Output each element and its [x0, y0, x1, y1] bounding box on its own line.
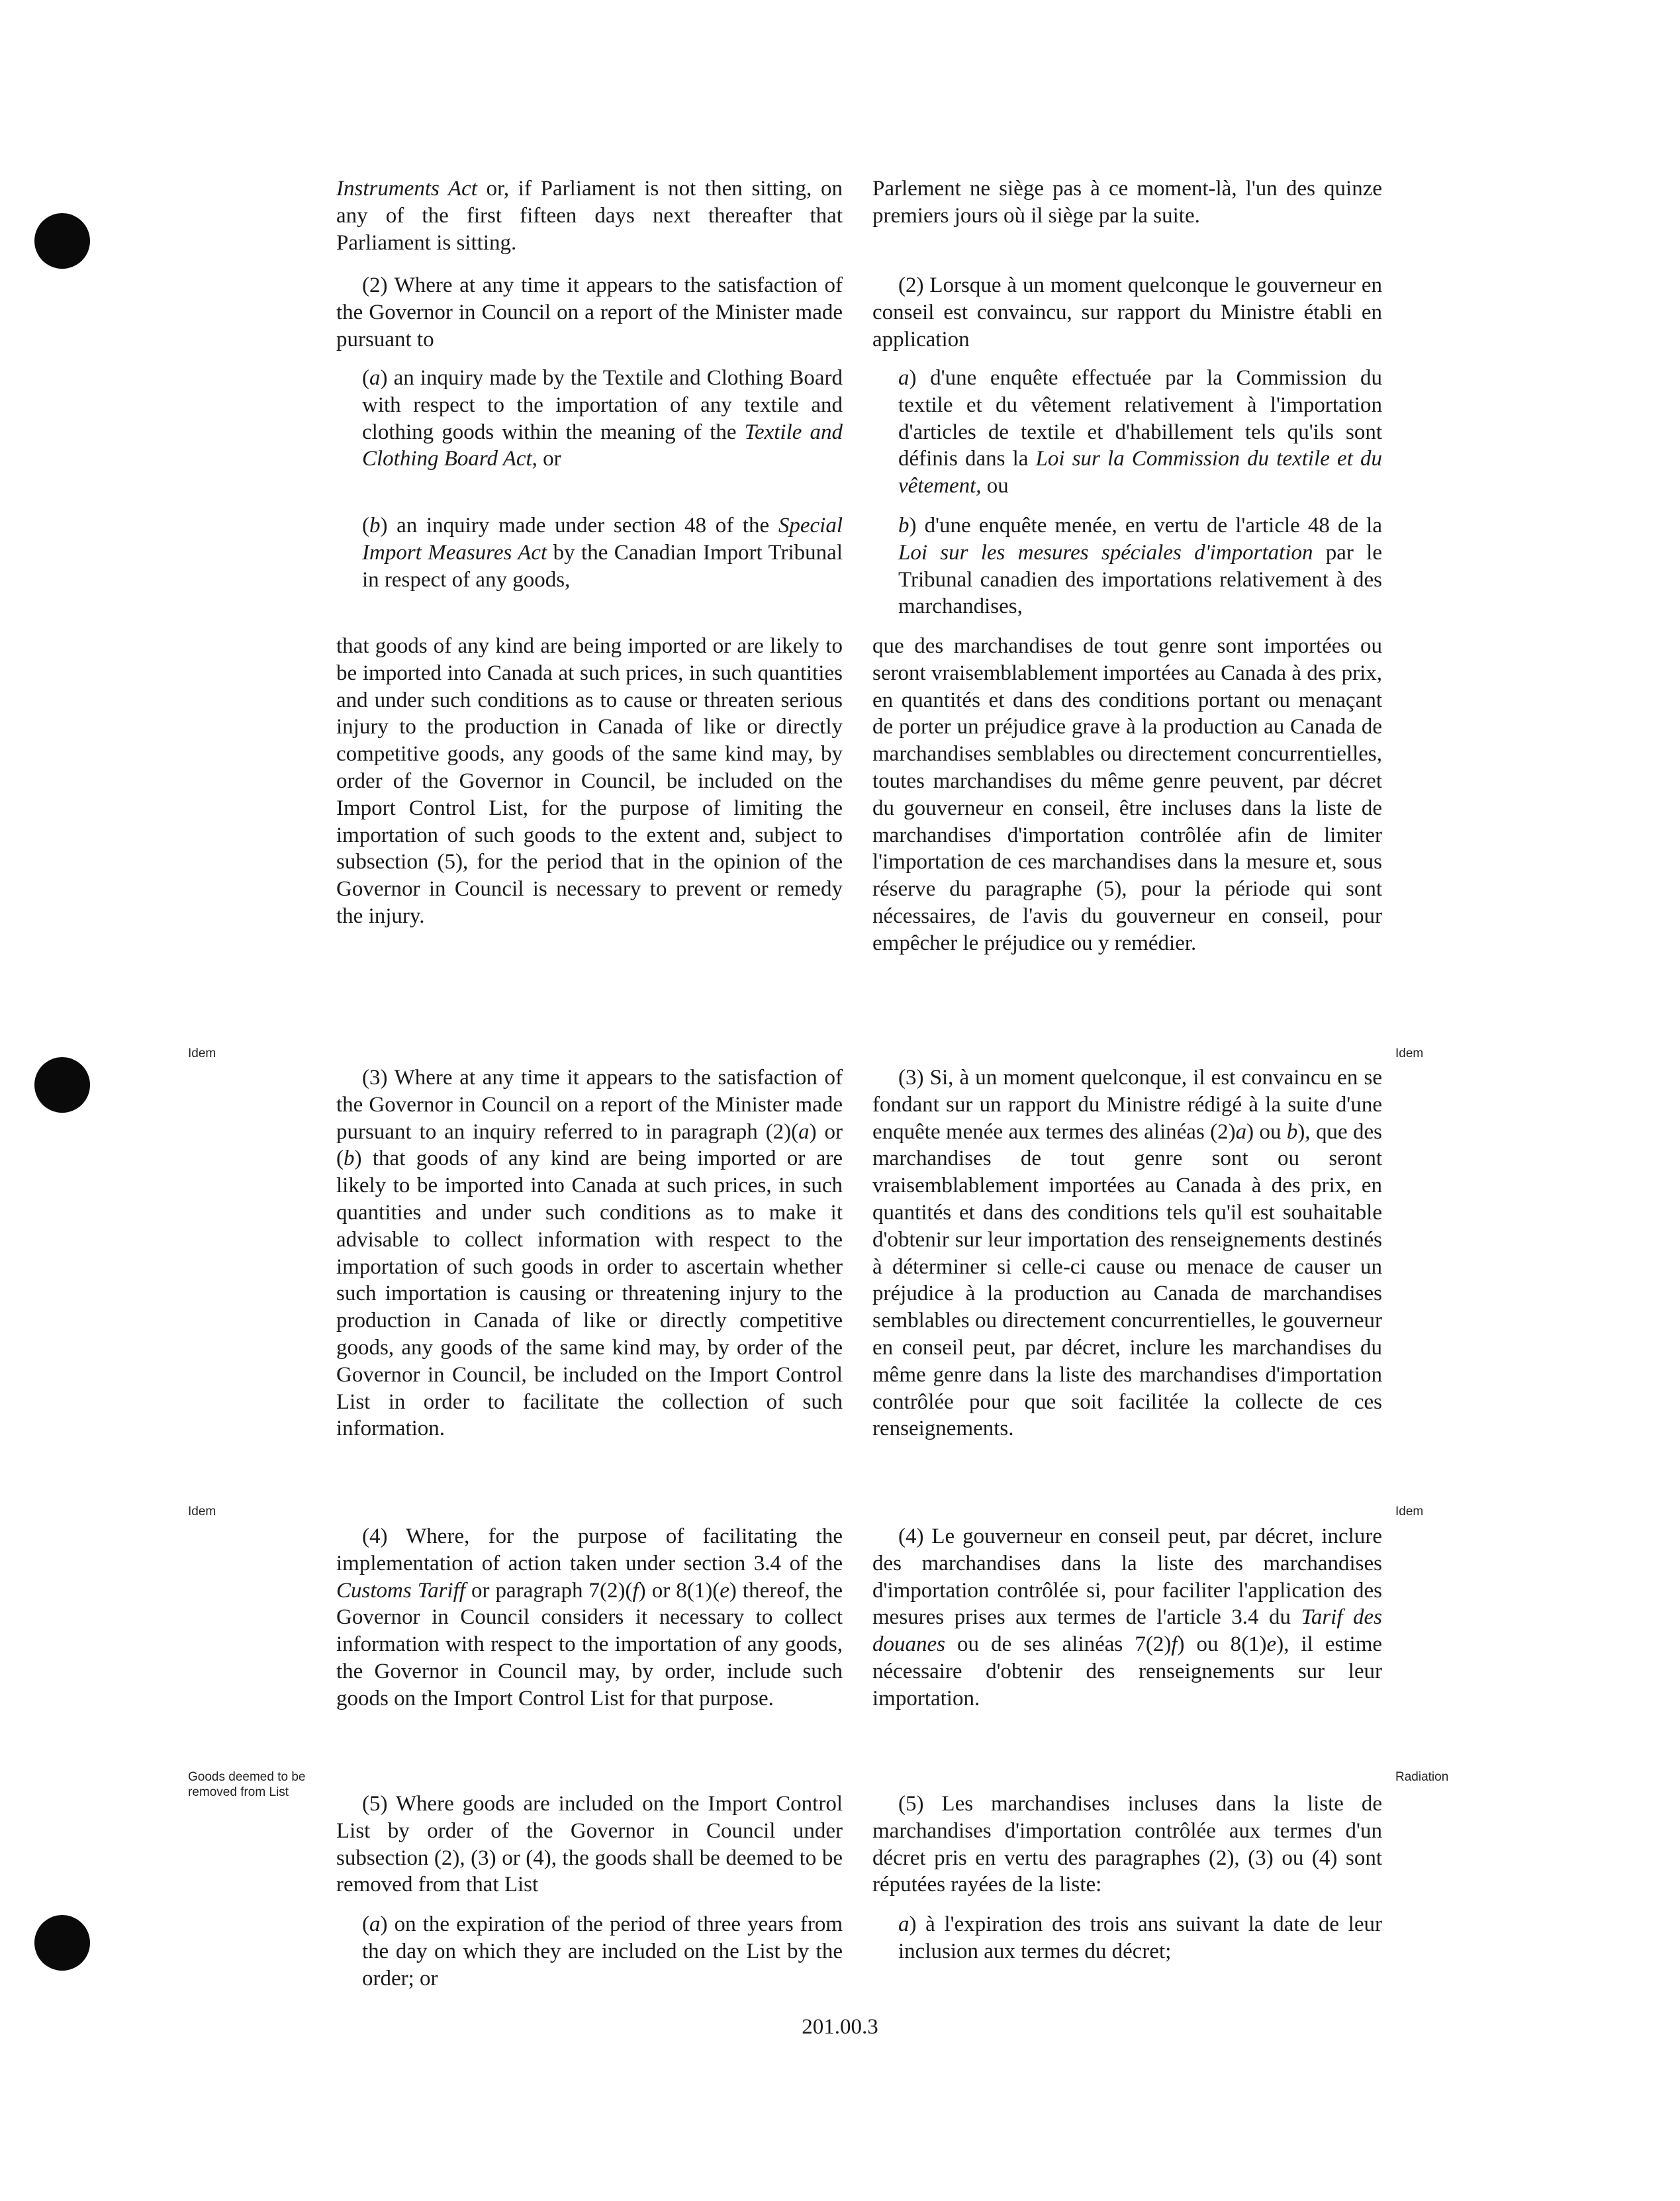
binder-hole-middle — [34, 1057, 90, 1113]
en-subsection-5: (5) Where goods are included on the Import Control List by order of the Governor in Council under subsection (2), (3) or (4), the goods shall be deemed to be removed from that List — [336, 1792, 843, 1897]
en-subsection-3: (3) Where at any time it appears to the satisfaction of the Governor in Council on a report of the Minister made pursuant to an inquiry referred to in paragraph (2)(a) or (b) that goods of any kind are being imported or are likely to be imported into Canada at such prices, in such quantities and under such conditions as to make it advisable to collect information with respect to the importation of such goods in order to ascertain whether such importation is causing or threatening injury to the production in Canada of like or directly competitive goods, any goods of the same kind may, by order of the Governor in Council, be included on the Import Control List in order to facilitate the collection of such information. — [336, 1066, 843, 1441]
fr-subsection-2-intro: (2) Lorsque à un moment quelconque le gouverneur en conseil est convaincu, sur rapport du Ministre établi en application — [872, 273, 1382, 351]
margin-note-goods-deemed-left: Goods deemed to be removed from List — [188, 1770, 306, 1799]
fr-paragraph-2b: b) d'une enquête menée, en vertu de l'article 48 de la Loi sur les mesures spéciales d'importation par le Tribunal canadien des importations relativement à des marchandises, — [898, 514, 1382, 619]
en-paragraph-5a: (a) on the expiration of the period of three years from the day on which they are included on the List by the order; or — [362, 1912, 843, 1990]
page-number: 201.00.3 — [802, 2015, 878, 2039]
en-continuation-paragraph: Instruments Act or, if Parliament is not then sitting, on any of the first fifteen days next thereafter that Parliament is sitting. — [336, 177, 843, 255]
margin-note-radiation-right: Radiation — [1395, 1770, 1449, 1784]
fr-continuation-paragraph: Parlement ne siège pas à ce moment-là, l'un des quinze premiers jours où il siège par la suite. — [872, 177, 1382, 228]
en-subsection-4: (4) Where, for the purpose of facilitating the implementation of action taken under section 3.4 of the Customs Tariff or paragraph 7(2)(f) or 8(1)(e) thereof, the Governor in Council considers it necessary to collect information with respect to the importation of any goods, the Governor in Council may, by order, include such goods on the Import Control List for that purpose. — [336, 1524, 843, 1710]
margin-note-idem-4-right: Idem — [1395, 1505, 1424, 1519]
margin-note-idem-4-left: Idem — [188, 1505, 216, 1519]
binder-hole-top — [34, 213, 90, 269]
margin-note-idem-3-right: Idem — [1395, 1047, 1424, 1060]
en-subsection-2-intro: (2) Where at any time it appears to the satisfaction of the Governor in Council on a report of the Minister made pursuant to — [336, 273, 843, 351]
fr-paragraph-5a: a) à l'expiration des trois ans suivant la date de leur inclusion aux termes du décret; — [898, 1912, 1382, 1963]
margin-note-idem-3-left: Idem — [188, 1047, 216, 1060]
fr-paragraph-2a: a) d'une enquête effectuée par la Commission du textile et du vêtement relativement à l'importation d'articles de textile et d'habillement tels qu'ils sont définis dans la Loi sur la Commission du textile et du vêtement, ou — [898, 366, 1383, 498]
fr-subsection-2-body: que des marchandises de tout genre sont importées ou seront vraisemblablement importées au Canada à des prix, en quantités et dans des conditions portant ou menaçant de porter un préjudice grave à la production au Canada de marchandises semblables ou directement concurrentielles, toutes marchandises du même genre peuvent, par décret du gouverneur en conseil, être incluses dans la liste de marchandises d'importation contrôlée afin de limiter l'importation de ces marchandises dans la mesure et, sous réserve du paragraphe (5), pour la période qui sont nécessaires, de l'avis du gouverneur en conseil, pour empêcher le préjudice ou y remédier. — [872, 634, 1382, 955]
en-paragraph-2b: (b) an inquiry made under section 48 of the Special Import Measures Act by the Canadian Import Tribunal in respect of any goods, — [362, 514, 843, 592]
en-subsection-2-body: that goods of any kind are being imported or are likely to be imported into Canada at such prices, in such quantities and under such conditions as to cause or threaten serious injury to the production in Canada of like or directly competitive goods, any goods of the same kind may, by order of the Governor in Council, be included on the Import Control List, for the purpose of limiting the importation of such goods to the extent and, subject to subsection (5), for the period that in the opinion of the Governor in Council is necessary to prevent or remedy the injury. — [336, 634, 843, 928]
fr-subsection-5: (5) Les marchandises incluses dans la liste de marchandises d'importation contrôlée aux termes d'un décret pris en vertu des paragraphes (2), (3) ou (4) sont réputées rayées de la liste: — [872, 1792, 1382, 1897]
fr-subsection-4: (4) Le gouverneur en conseil peut, par décret, inclure des marchandises dans la liste des marchandises d'importation contrôlée si, pour faciliter l'application des mesures prises aux termes de l'article 3.4 du Tarif des douanes ou de ses alinéas 7(2)f) ou 8(1)e), il estime nécessaire d'obtenir des renseignements sur leur importation. — [872, 1524, 1383, 1710]
fr-subsection-3: (3) Si, à un moment quelconque, il est convaincu en se fondant sur un rapport du Ministre rédigé à la suite d'une enquête menée aux termes des alinéas (2)a) ou b), que des marchandises de tout genre sont ou seront vraisemblablement importées au Canada à des prix, en quantités et dans des conditions tels qu'il est souhaitable d'obtenir sur leur importation des renseignements destinés à déterminer si celle-ci cause ou menace de causer un préjudice à la production au Canada de marchandises semblables ou directement concurrentielles, le gouverneur en conseil peut, par décret, inclure les marchandises du même genre dans la liste des marchandises d'importation contrôlée pour que soit facilitée la collecte de ces renseignements. — [872, 1066, 1382, 1441]
en-paragraph-2a: (a) an inquiry made by the Textile and Clothing Board with respect to the importation of any textile and clothing goods within the meaning of the Textile and Clothing Board Act, or — [362, 366, 843, 471]
binder-hole-bottom — [34, 1915, 90, 1971]
